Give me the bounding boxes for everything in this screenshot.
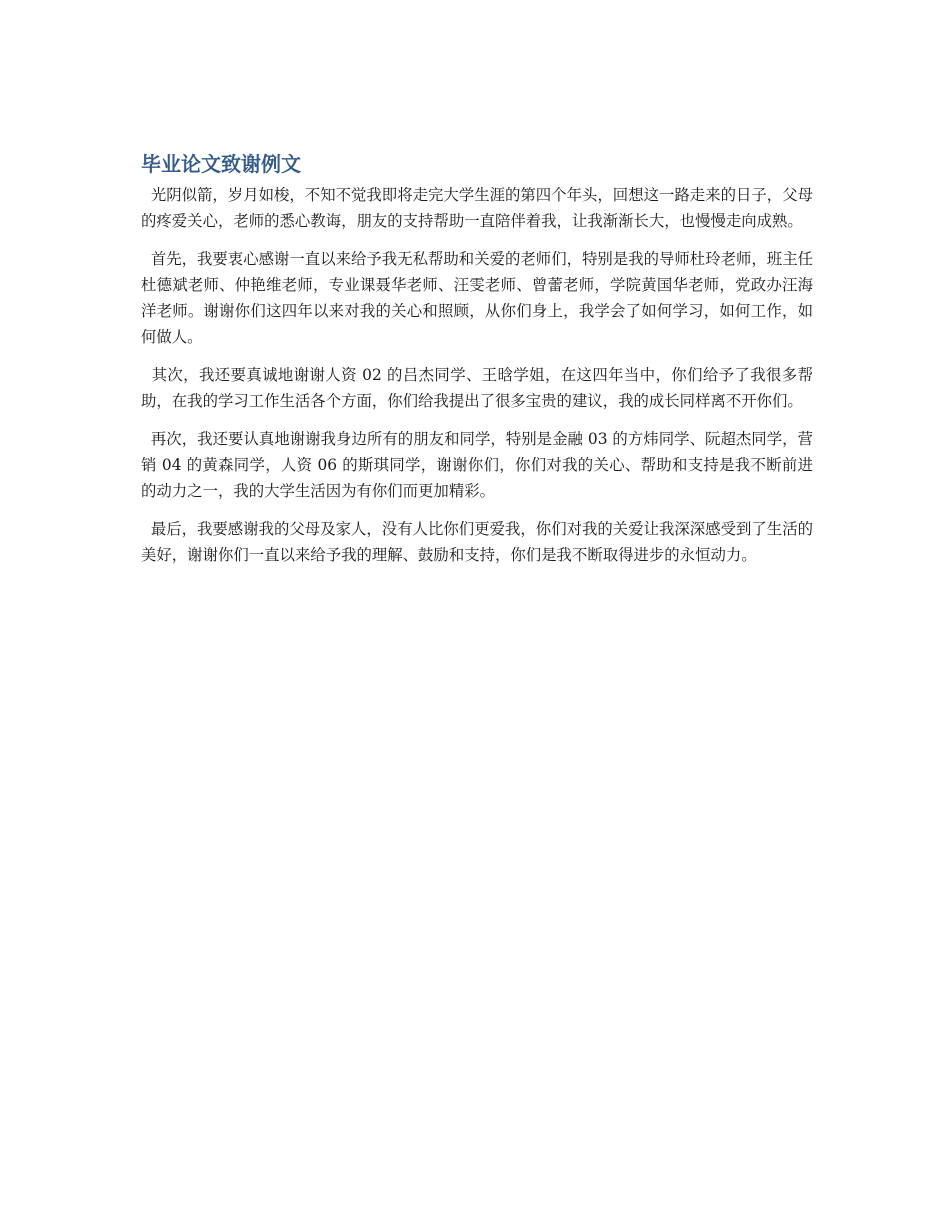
paragraph-intro: 光阴似箭，岁月如梭，不知不觉我即将走完大学生涯的第四个年头，回想这一路走来的日子，父母的疼爱关心，老师的悉心教诲，朋友的支持帮助一直陪伴着我，让我渐渐长大，也慢慢走向成熟。	[141, 186, 813, 230]
paragraph-classmates: 其次，我还要真诚地谢谢人资 02 的吕杰同学、王晗学姐，在这四年当中，你们给予了我很多帮助，在我的学习工作生活各个方面，你们给我提出了很多宝贵的建议，我的成长同样离不开你们。	[141, 366, 813, 410]
paragraph-family: 最后，我要感谢我的父母及家人，没有人比你们更爱我，你们对我的关爱让我深深感受到了生活的美好，谢谢你们一直以来给予我的理解、鼓励和支持，你们是我不断取得进步的永恒动力。	[141, 520, 813, 564]
paragraph-friends: 再次，我还要认真地谢谢我身边所有的朋友和同学，特别是金融 03 的方炜同学、阮超杰同学，营销 04 的黄森同学，人资 06 的斯琪同学，谢谢你们，你们对我的关心、帮助和支持是我不断前进的动力之一，我的大学生活因为有你们而更加精彩。	[141, 430, 813, 500]
document-title: 毕业论文致谢例文	[141, 152, 301, 176]
paragraph-teachers: 首先，我要衷心感谢一直以来给予我无私帮助和关爱的老师们，特别是我的导师杜玲老师，班主任杜德斌老师、仲艳维老师，专业课聂华老师、汪雯老师、曾蕾老师，学院黄国华老师，党政办汪海洋老师。谢谢你们这四年以来对我的关心和照顾，从你们身上，我学会了如何学习，如何工作，如何做人。	[141, 250, 813, 346]
document-body	[141, 148, 813, 580]
